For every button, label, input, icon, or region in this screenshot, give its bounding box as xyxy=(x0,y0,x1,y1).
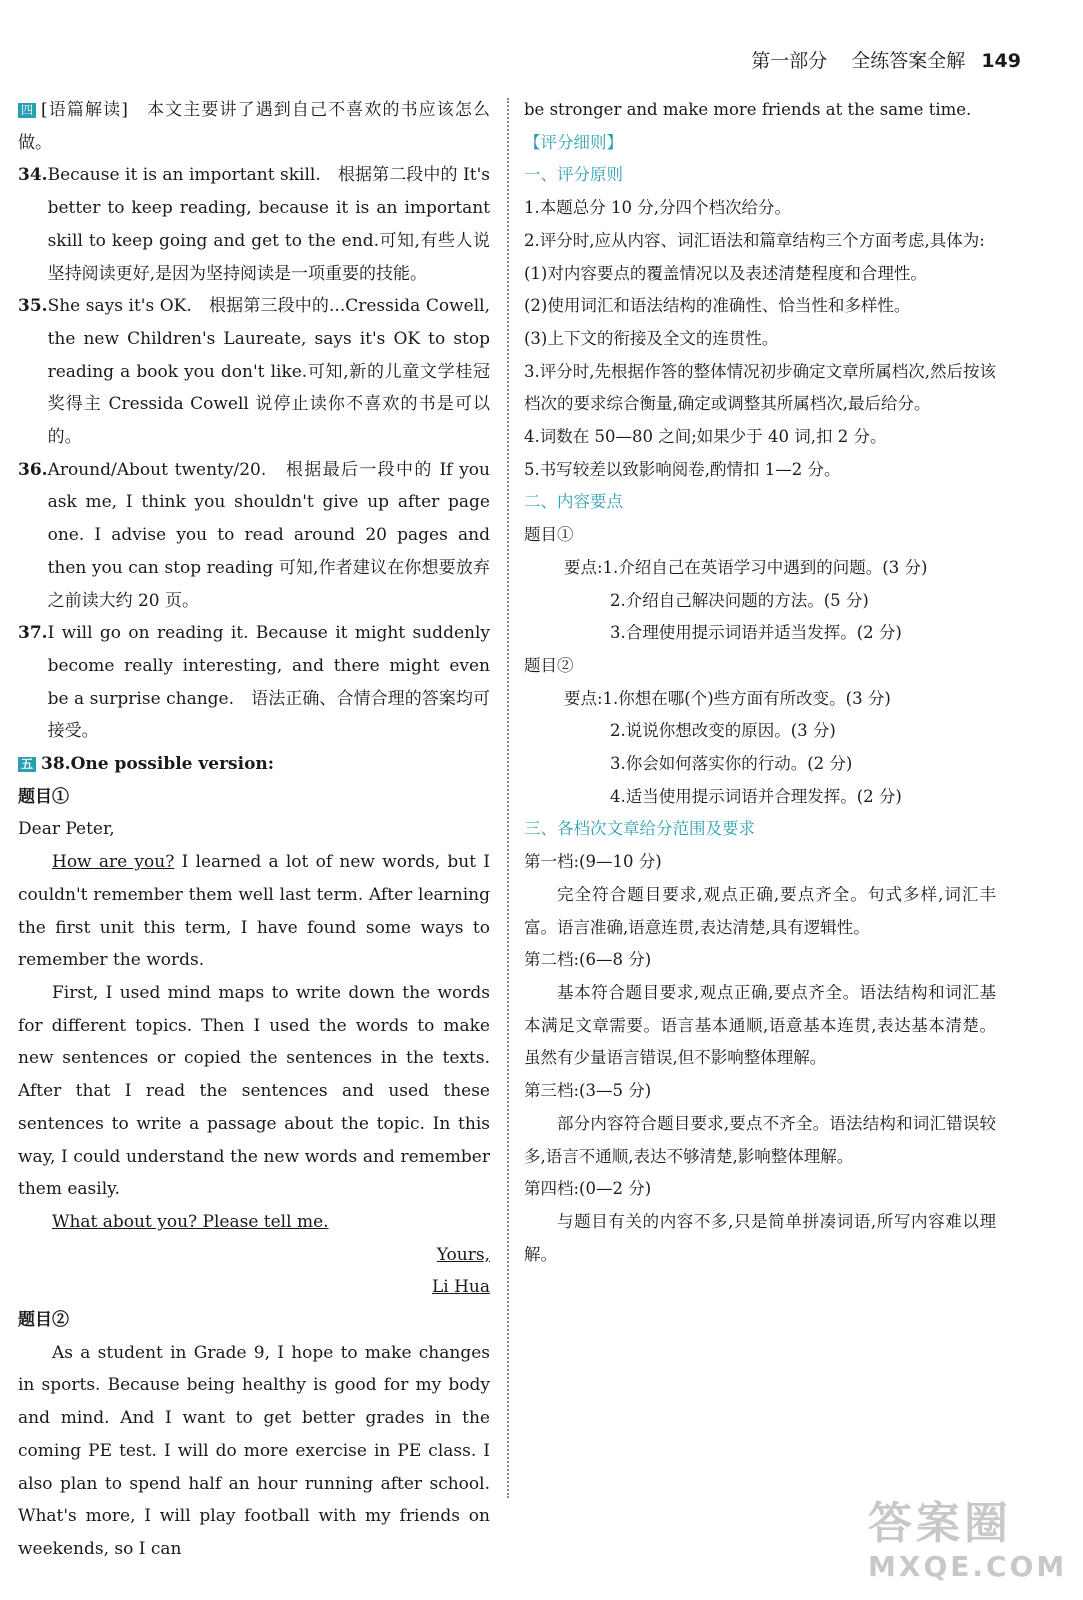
letter-closing: Yours, xyxy=(436,1244,490,1265)
key-point-2-1: 要点:1.你想在哪(个)些方面有所改变。(3 分) xyxy=(564,688,891,708)
rule-2: 2.评分时,应从内容、词汇语法和篇章结构三个方面考虑,具体为: xyxy=(524,230,985,250)
rule-2a: (1)对内容要点的覆盖情况以及表述清楚程度和合理性。 xyxy=(524,263,927,283)
page-header xyxy=(751,46,1021,73)
page-number: 149 xyxy=(981,50,1021,72)
rule-2b: (2)使用词汇和语法结构的准确性、恰当性和多样性。 xyxy=(524,296,911,316)
essay-para-1: How are you? I learned a lot of new words, but I couldn't remember them well last term. After learning the first unit this term, I have found some ways to remember the words. xyxy=(18,852,490,971)
answer-37: 37. I will go on reading it. Because it might suddenly become really interesting, and there might even be a surprise change. 语法正确、合情合理的答案均可接受。 xyxy=(18,623,490,742)
grade-1-text: 完全符合题目要求,观点正确,要点齐全。句式多样,词汇丰富。语言准确,语意连贯,表达清楚,具有逻辑性。 xyxy=(524,884,996,937)
topic-two-label: 题目② xyxy=(18,1310,69,1331)
key-topic-one: 题目① xyxy=(524,525,574,545)
answer-35: 35. She says it's OK. 根据第三段中的...Cressida Cowell, the new Children's Laureate, says it's OK to stop reading a book you don't like.可知,新的儿童文学桂冠奖得主 Cressida Cowell 说停止读你不喜欢的书是可以的。 xyxy=(18,296,490,448)
topic-one-label: 题目① xyxy=(18,786,69,807)
heading-key-points: 二、内容要点 xyxy=(524,492,623,512)
heading-principles: 一、评分原则 xyxy=(524,165,623,185)
key-point-2-4: 4.适当使用提示词语并合理发挥。(2 分) xyxy=(610,786,902,806)
badge-five: 五 xyxy=(18,757,36,772)
column-divider xyxy=(507,98,509,1498)
section-four: 四 [语篇解读] 本文主要讲了遇到自己不喜欢的书应该怎么做。 xyxy=(18,100,490,153)
grade-4-label: 第四档:(0—2 分) xyxy=(524,1179,652,1199)
answer-34: 34. Because it is an important skill. 根据第二段中的 It's better to keep reading, because it is an important skill to keep going and get to the end.可知,有些人说坚持阅读更好,是因为坚持阅读是一项重要的技能。 xyxy=(18,165,490,284)
watermark-logo-text: 答案圈 xyxy=(868,1498,1012,1549)
key-point-2-3: 3.你会如何落实你的行动。(2 分) xyxy=(610,754,853,774)
section-five: 五 38.One possible version: xyxy=(18,748,490,781)
grade-1-label: 第一档:(9—10 分) xyxy=(524,852,662,872)
essay-continued: be stronger and make more friends at the same time. xyxy=(524,100,972,119)
left-column xyxy=(18,94,490,1566)
book-title: 全练答案全解 xyxy=(851,50,966,72)
rule-1: 1.本题总分 10 分,分四个档次给分。 xyxy=(524,198,791,218)
key-point-1-3: 3.合理使用提示词语并适当发挥。(2 分) xyxy=(610,623,902,643)
letter-greeting: Dear Peter, xyxy=(18,819,115,840)
essay-para-4: As a student in Grade 9, I hope to make changes in sports. Because being healthy is good for my body and mind. And I want to get better grades in the coming PE test. I will do more exercise in PE class. I also plan to spend half an hour running after school. What's more, I will play football with my friends on weekends, so I can xyxy=(18,1342,490,1559)
grade-4-text: 与题目有关的内容不多,只是简单拼凑词语,所写内容难以理解。 xyxy=(524,1211,996,1264)
rules-heading: 【评分细则】 xyxy=(524,132,623,152)
key-point-1-1: 要点:1.介绍自己在英语学习中遇到的问题。(3 分) xyxy=(564,557,928,577)
key-topic-two: 题目② xyxy=(524,655,574,675)
essay-para-2: First, I used mind maps to write down the words for different topics. Then I used the words to make new sentences or copied the sentences in the texts. After that I read the sentences and used these sentences to write a passage about the topic. In this way, I could understand the new words and remember them easily. xyxy=(18,982,490,1200)
watermark-url: MXQE.COM xyxy=(868,1550,1068,1583)
essay-para-3: What about you? Please tell me. xyxy=(52,1211,329,1232)
key-point-2-2: 2.说说你想改变的原因。(3 分) xyxy=(610,721,836,741)
grade-3-text: 部分内容符合题目要求,要点不齐全。语法结构和词汇错误较多,语言不通顺,表达不够清楚,影响整体理解。 xyxy=(524,1113,996,1166)
rule-4: 4.词数在 50—80 之间;如果少于 40 词,扣 2 分。 xyxy=(524,427,887,447)
rule-5: 5.书写较差以致影响阅卷,酌情扣 1—2 分。 xyxy=(524,459,841,479)
heading-grades: 三、各档次文章给分范围及要求 xyxy=(524,819,755,839)
grade-2-label: 第二档:(6—8 分) xyxy=(524,950,652,970)
right-column xyxy=(524,94,996,1271)
grade-3-label: 第三档:(3—5 分) xyxy=(524,1081,652,1101)
key-point-1-2: 2.介绍自己解决问题的方法。(5 分) xyxy=(610,590,869,610)
watermark xyxy=(868,1498,1068,1598)
badge-four: 四 xyxy=(18,103,36,118)
rule-3: 3.评分时,先根据作答的整体情况初步确定文章所属档次,然后按该档次的要求综合衡量,确定或调整其所属档次,最后给分。 xyxy=(524,361,996,414)
section-label: 第一部分 xyxy=(751,50,828,72)
letter-signature: Li Hua xyxy=(431,1277,490,1298)
grade-2-text: 基本符合题目要求,观点正确,要点齐全。语法结构和词汇基本满足文章需要。语言基本通顺,语意基本连贯,表达基本清楚。虽然有少量语言错误,但不影响整体理解。 xyxy=(524,982,996,1068)
rule-2c: (3)上下文的衔接及全文的连贯性。 xyxy=(524,328,779,348)
answer-36: 36. Around/About twenty/20. 根据最后一段中的 If you ask me, I think you shouldn't give up after page one. I advise you to read around 20 pages and then you can stop reading 可知,作者建议在你想要放弃之前读大约 20 页。 xyxy=(18,459,490,611)
